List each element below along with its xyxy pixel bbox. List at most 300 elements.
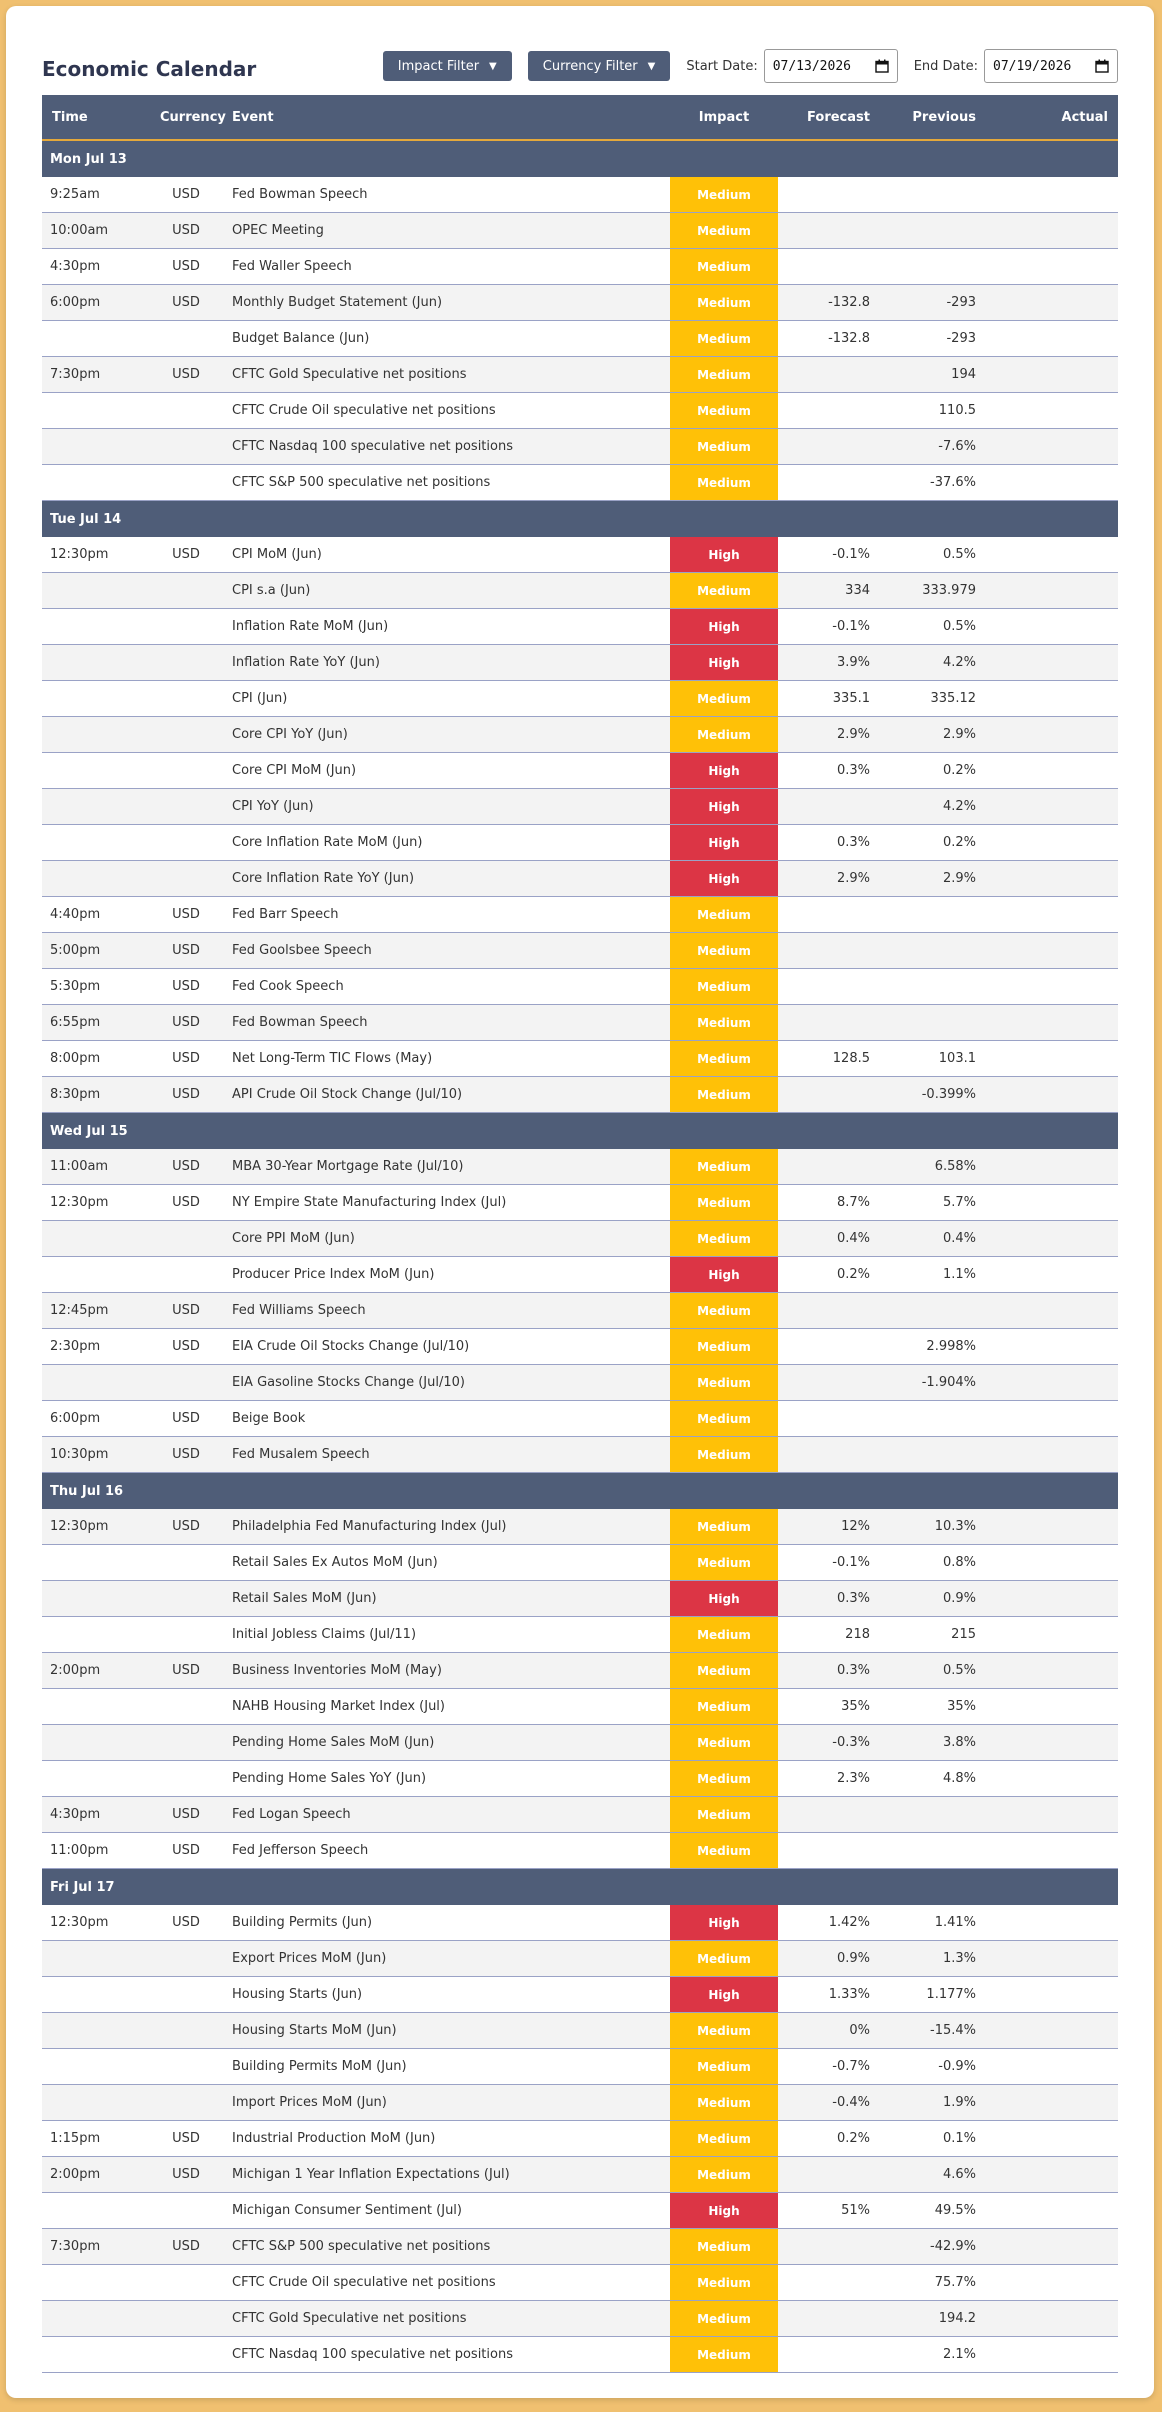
actual-value	[986, 537, 1118, 573]
event-time: 4:40pm	[42, 897, 150, 933]
table-row[interactable]	[42, 2229, 1118, 2265]
forecast-value: -0.3%	[778, 1725, 880, 1761]
forecast-value	[778, 357, 880, 393]
table-header	[42, 95, 1118, 140]
event-currency	[150, 717, 222, 753]
previous-value: 2.1%	[880, 2337, 986, 2373]
actual-value	[986, 1977, 1118, 2013]
impact-badge: Medium	[670, 177, 778, 213]
table-row[interactable]	[42, 357, 1118, 393]
event-time	[42, 609, 150, 645]
table-row[interactable]	[42, 2265, 1118, 2301]
event-currency: USD	[150, 1149, 222, 1185]
impact-badge: Medium	[670, 285, 778, 321]
actual-value	[986, 2265, 1118, 2301]
actual-value	[986, 825, 1118, 861]
event-currency: USD	[150, 897, 222, 933]
impact-badge: Medium	[670, 681, 778, 717]
table-row[interactable]	[42, 897, 1118, 933]
forecast-value: 3.9%	[778, 645, 880, 681]
table-row[interactable]	[42, 753, 1118, 789]
forecast-value: -0.1%	[778, 1545, 880, 1581]
table-row[interactable]	[42, 1185, 1118, 1221]
impact-filter-button[interactable]	[383, 51, 512, 81]
event-time	[42, 825, 150, 861]
impact-badge: Medium	[670, 1077, 778, 1113]
table-row[interactable]	[42, 1581, 1118, 1617]
event-time	[42, 321, 150, 357]
event-currency: USD	[150, 2121, 222, 2157]
impact-badge: Medium	[670, 1653, 778, 1689]
event-name: CFTC Crude Oil speculative net positions	[222, 393, 670, 429]
table-row[interactable]	[42, 1977, 1118, 2013]
actual-value	[986, 573, 1118, 609]
event-currency: USD	[150, 1653, 222, 1689]
event-time	[42, 1581, 150, 1617]
table-row[interactable]	[42, 2049, 1118, 2085]
previous-value: -0.399%	[880, 1077, 986, 1113]
impact-badge: Medium	[670, 897, 778, 933]
previous-value: 0.5%	[880, 1653, 986, 1689]
forecast-value: 0%	[778, 2013, 880, 2049]
impact-filter-label: Impact Filter	[397, 58, 480, 74]
caret-down-icon: ▼	[647, 60, 656, 72]
event-currency: USD	[150, 1293, 222, 1329]
impact-badge: High	[670, 537, 778, 573]
impact-badge: Medium	[670, 1509, 778, 1545]
event-name: CFTC Gold Speculative net positions	[222, 357, 670, 393]
actual-value	[986, 213, 1118, 249]
previous-value: 4.6%	[880, 2157, 986, 2193]
impact-badge: Medium	[670, 465, 778, 501]
table-row[interactable]	[42, 1365, 1118, 1401]
actual-value	[986, 1149, 1118, 1185]
actual-value	[986, 1329, 1118, 1365]
currency-filter-button[interactable]	[528, 51, 671, 81]
forecast-value: -0.7%	[778, 2049, 880, 2085]
forecast-value: -0.1%	[778, 537, 880, 573]
forecast-value	[778, 249, 880, 285]
table-row[interactable]	[42, 1545, 1118, 1581]
event-currency: USD	[150, 1077, 222, 1113]
table-row[interactable]	[42, 2013, 1118, 2049]
event-time: 6:00pm	[42, 1401, 150, 1437]
table-row[interactable]	[42, 1257, 1118, 1293]
event-name: CFTC Gold Speculative net positions	[222, 2301, 670, 2337]
event-time: 10:00am	[42, 213, 150, 249]
previous-value	[880, 249, 986, 285]
table-row[interactable]	[42, 1149, 1118, 1185]
forecast-value: 0.2%	[778, 1257, 880, 1293]
table-row[interactable]	[42, 609, 1118, 645]
event-name: CFTC Nasdaq 100 speculative net positions	[222, 2337, 670, 2373]
actual-value	[986, 969, 1118, 1005]
actual-value	[986, 1041, 1118, 1077]
actual-value	[986, 1401, 1118, 1437]
table-row[interactable]	[42, 789, 1118, 825]
table-row[interactable]	[42, 1401, 1118, 1437]
event-time: 5:30pm	[42, 969, 150, 1005]
event-currency	[150, 2049, 222, 2085]
forecast-value	[778, 213, 880, 249]
column-header-forecast: Forecast	[778, 95, 880, 140]
actual-value	[986, 1221, 1118, 1257]
event-currency	[150, 2265, 222, 2301]
event-currency	[150, 1941, 222, 1977]
table-row[interactable]	[42, 1005, 1118, 1041]
actual-value	[986, 681, 1118, 717]
table-row[interactable]	[42, 285, 1118, 321]
event-time	[42, 1545, 150, 1581]
previous-value	[880, 1293, 986, 1329]
event-name: API Crude Oil Stock Change (Jul/10)	[222, 1077, 670, 1113]
event-currency: USD	[150, 1041, 222, 1077]
impact-badge: Medium	[670, 1365, 778, 1401]
previous-value: 0.1%	[880, 2121, 986, 2157]
event-currency: USD	[150, 933, 222, 969]
table-row[interactable]	[42, 177, 1118, 213]
currency-filter-label: Currency Filter	[542, 58, 638, 74]
actual-value	[986, 933, 1118, 969]
event-time	[42, 1689, 150, 1725]
event-currency: USD	[150, 1905, 222, 1941]
impact-badge: Medium	[670, 357, 778, 393]
forecast-value	[778, 177, 880, 213]
calendar-icon[interactable]	[875, 59, 889, 73]
event-name: EIA Crude Oil Stocks Change (Jul/10)	[222, 1329, 670, 1365]
forecast-value: 334	[778, 573, 880, 609]
impact-badge: Medium	[670, 1149, 778, 1185]
event-name: Housing Starts (Jun)	[222, 1977, 670, 2013]
event-currency	[150, 1581, 222, 1617]
previous-value	[880, 969, 986, 1005]
previous-value: 1.3%	[880, 1941, 986, 1977]
table-row[interactable]	[42, 1329, 1118, 1365]
event-currency: USD	[150, 1185, 222, 1221]
event-name: CFTC Crude Oil speculative net positions	[222, 2265, 670, 2301]
event-time	[42, 753, 150, 789]
table-row[interactable]	[42, 2157, 1118, 2193]
forecast-value: 51%	[778, 2193, 880, 2229]
day-label: Tue Jul 14	[42, 501, 1118, 538]
event-name: Import Prices MoM (Jun)	[222, 2085, 670, 2121]
actual-value	[986, 2121, 1118, 2157]
previous-value: -1.904%	[880, 1365, 986, 1401]
previous-value: 335.12	[880, 681, 986, 717]
event-time: 4:30pm	[42, 1797, 150, 1833]
actual-value	[986, 357, 1118, 393]
forecast-value: 218	[778, 1617, 880, 1653]
previous-value: 215	[880, 1617, 986, 1653]
table-row[interactable]	[42, 213, 1118, 249]
event-currency	[150, 2193, 222, 2229]
table-row[interactable]	[42, 537, 1118, 573]
impact-badge: Medium	[670, 969, 778, 1005]
event-currency: USD	[150, 1401, 222, 1437]
table-row[interactable]	[42, 717, 1118, 753]
previous-value: -0.9%	[880, 2049, 986, 2085]
table-row[interactable]	[42, 1041, 1118, 1077]
previous-value: 103.1	[880, 1041, 986, 1077]
event-name: Producer Price Index MoM (Jun)	[222, 1257, 670, 1293]
event-time: 9:25am	[42, 177, 150, 213]
event-currency	[150, 825, 222, 861]
table-row[interactable]	[42, 1725, 1118, 1761]
event-name: Fed Musalem Speech	[222, 1437, 670, 1473]
table-row[interactable]	[42, 1941, 1118, 1977]
previous-value: 5.7%	[880, 1185, 986, 1221]
day-label: Fri Jul 17	[42, 1869, 1118, 1906]
day-header-row	[42, 1113, 1118, 1150]
table-row[interactable]	[42, 2121, 1118, 2157]
event-currency	[150, 1365, 222, 1401]
table-row[interactable]	[42, 1797, 1118, 1833]
end-date-value: 07/19/2026	[993, 58, 1072, 74]
forecast-value: -0.4%	[778, 2085, 880, 2121]
event-name: Philadelphia Fed Manufacturing Index (Jul)	[222, 1509, 670, 1545]
event-name: MBA 30-Year Mortgage Rate (Jul/10)	[222, 1149, 670, 1185]
impact-badge: Medium	[670, 1401, 778, 1437]
impact-badge: Medium	[670, 1761, 778, 1797]
event-currency: USD	[150, 969, 222, 1005]
impact-badge: Medium	[670, 2049, 778, 2085]
impact-badge: Medium	[670, 1221, 778, 1257]
event-time: 1:15pm	[42, 2121, 150, 2157]
impact-badge: High	[670, 825, 778, 861]
event-name: Export Prices MoM (Jun)	[222, 1941, 670, 1977]
impact-badge: Medium	[670, 1833, 778, 1869]
previous-value: 0.2%	[880, 825, 986, 861]
event-time: 2:30pm	[42, 1329, 150, 1365]
impact-badge: Medium	[670, 1005, 778, 1041]
forecast-value: 0.3%	[778, 1653, 880, 1689]
event-currency: USD	[150, 1437, 222, 1473]
forecast-value	[778, 2265, 880, 2301]
table-row[interactable]	[42, 573, 1118, 609]
event-currency: USD	[150, 357, 222, 393]
forecast-value: 0.4%	[778, 1221, 880, 1257]
forecast-value	[778, 2157, 880, 2193]
start-date-input[interactable]	[764, 49, 898, 83]
table-row[interactable]	[42, 1437, 1118, 1473]
event-currency	[150, 645, 222, 681]
event-time	[42, 1761, 150, 1797]
table-row[interactable]	[42, 645, 1118, 681]
impact-badge: High	[670, 753, 778, 789]
table-row[interactable]	[42, 861, 1118, 897]
actual-value	[986, 1833, 1118, 1869]
event-currency	[150, 681, 222, 717]
column-header-currency: Currency	[150, 95, 222, 140]
table-row[interactable]	[42, 2301, 1118, 2337]
impact-badge: Medium	[670, 1797, 778, 1833]
forecast-value: 0.3%	[778, 825, 880, 861]
impact-badge: High	[670, 609, 778, 645]
forecast-value: 2.3%	[778, 1761, 880, 1797]
forecast-value: -132.8	[778, 285, 880, 321]
forecast-value: 128.5	[778, 1041, 880, 1077]
event-name: Pending Home Sales YoY (Jun)	[222, 1761, 670, 1797]
previous-value: 75.7%	[880, 2265, 986, 2301]
table-row[interactable]	[42, 393, 1118, 429]
impact-badge: Medium	[670, 249, 778, 285]
forecast-value: -0.1%	[778, 609, 880, 645]
actual-value	[986, 285, 1118, 321]
forecast-value	[778, 1005, 880, 1041]
event-currency	[150, 2337, 222, 2373]
table-row[interactable]	[42, 2337, 1118, 2373]
forecast-value	[778, 789, 880, 825]
event-currency: USD	[150, 1005, 222, 1041]
previous-value	[880, 177, 986, 213]
previous-value	[880, 1833, 986, 1869]
event-name: Inflation Rate MoM (Jun)	[222, 609, 670, 645]
end-date-input[interactable]	[984, 49, 1118, 83]
forecast-value	[778, 1077, 880, 1113]
previous-value: 2.9%	[880, 861, 986, 897]
previous-value	[880, 1005, 986, 1041]
event-time	[42, 1365, 150, 1401]
table-row[interactable]	[42, 1077, 1118, 1113]
economic-calendar-table	[42, 95, 1118, 2373]
actual-value	[986, 1761, 1118, 1797]
event-name: Net Long-Term TIC Flows (May)	[222, 1041, 670, 1077]
event-name: Building Permits MoM (Jun)	[222, 2049, 670, 2085]
column-header-event: Event	[222, 95, 670, 140]
previous-value	[880, 1401, 986, 1437]
actual-value	[986, 465, 1118, 501]
event-name: Fed Jefferson Speech	[222, 1833, 670, 1869]
event-time: 12:45pm	[42, 1293, 150, 1329]
actual-value	[986, 2229, 1118, 2265]
event-currency	[150, 465, 222, 501]
forecast-value	[778, 2337, 880, 2373]
event-time: 5:00pm	[42, 933, 150, 969]
table-row[interactable]	[42, 933, 1118, 969]
previous-value: 2.9%	[880, 717, 986, 753]
event-time: 11:00pm	[42, 1833, 150, 1869]
table-row[interactable]	[42, 1617, 1118, 1653]
table-row[interactable]	[42, 1653, 1118, 1689]
event-currency	[150, 753, 222, 789]
previous-value	[880, 1797, 986, 1833]
actual-value	[986, 1077, 1118, 1113]
event-name: NY Empire State Manufacturing Index (Jul)	[222, 1185, 670, 1221]
impact-badge: Medium	[670, 1689, 778, 1725]
event-time: 2:00pm	[42, 1653, 150, 1689]
forecast-value: 0.2%	[778, 2121, 880, 2157]
calendar-icon[interactable]	[1095, 59, 1109, 73]
event-name: CPI MoM (Jun)	[222, 537, 670, 573]
actual-value	[986, 321, 1118, 357]
event-currency	[150, 1545, 222, 1581]
forecast-value: 0.3%	[778, 753, 880, 789]
table-row[interactable]	[42, 429, 1118, 465]
event-time	[42, 645, 150, 681]
previous-value: -293	[880, 321, 986, 357]
table-row[interactable]	[42, 681, 1118, 717]
day-header-row	[42, 140, 1118, 177]
column-header-actual: Actual	[986, 95, 1118, 140]
impact-badge: Medium	[670, 2265, 778, 2301]
column-header-impact: Impact	[670, 95, 778, 140]
actual-value	[986, 2013, 1118, 2049]
impact-badge: High	[670, 645, 778, 681]
start-date-value: 07/13/2026	[772, 58, 851, 74]
page-title: Economic Calendar	[42, 57, 257, 81]
event-currency: USD	[150, 537, 222, 573]
event-name: CPI YoY (Jun)	[222, 789, 670, 825]
event-currency	[150, 1761, 222, 1797]
actual-value	[986, 2193, 1118, 2229]
actual-value	[986, 2049, 1118, 2085]
table-row[interactable]	[42, 2193, 1118, 2229]
event-name: Business Inventories MoM (May)	[222, 1653, 670, 1689]
table-row[interactable]	[42, 1761, 1118, 1797]
impact-badge: Medium	[670, 2301, 778, 2337]
event-name: Monthly Budget Statement (Jun)	[222, 285, 670, 321]
event-name: Fed Logan Speech	[222, 1797, 670, 1833]
event-name: CFTC Nasdaq 100 speculative net positions	[222, 429, 670, 465]
table-row[interactable]	[42, 1509, 1118, 1545]
table-body	[42, 140, 1118, 2373]
event-name: Michigan 1 Year Inflation Expectations (Jul)	[222, 2157, 670, 2193]
event-time: 4:30pm	[42, 249, 150, 285]
previous-value: 0.4%	[880, 1221, 986, 1257]
impact-badge: Medium	[670, 1041, 778, 1077]
day-header-row	[42, 1473, 1118, 1510]
actual-value	[986, 897, 1118, 933]
table-row[interactable]	[42, 1293, 1118, 1329]
event-time	[42, 2337, 150, 2373]
impact-badge: Medium	[670, 1293, 778, 1329]
previous-value: 0.2%	[880, 753, 986, 789]
event-time	[42, 465, 150, 501]
table-row[interactable]	[42, 465, 1118, 501]
table-row[interactable]	[42, 1905, 1118, 1941]
table-row[interactable]	[42, 2085, 1118, 2121]
previous-value: -37.6%	[880, 465, 986, 501]
event-name: Core Inflation Rate MoM (Jun)	[222, 825, 670, 861]
forecast-value	[778, 2301, 880, 2337]
previous-value: 4.2%	[880, 645, 986, 681]
actual-value	[986, 249, 1118, 285]
start-date-label: Start Date:	[686, 58, 758, 74]
impact-badge: Medium	[670, 2013, 778, 2049]
table-row[interactable]	[42, 1833, 1118, 1869]
previous-value: 1.41%	[880, 1905, 986, 1941]
table-row[interactable]	[42, 969, 1118, 1005]
actual-value	[986, 2157, 1118, 2193]
forecast-value	[778, 1437, 880, 1473]
event-name: Housing Starts MoM (Jun)	[222, 2013, 670, 2049]
actual-value	[986, 1797, 1118, 1833]
table-row[interactable]	[42, 1221, 1118, 1257]
table-row[interactable]	[42, 249, 1118, 285]
event-time	[42, 717, 150, 753]
forecast-value	[778, 465, 880, 501]
previous-value: 10.3%	[880, 1509, 986, 1545]
forecast-value: 1.33%	[778, 1977, 880, 2013]
event-currency	[150, 2085, 222, 2121]
event-name: Inflation Rate YoY (Jun)	[222, 645, 670, 681]
event-currency: USD	[150, 1329, 222, 1365]
table-row[interactable]	[42, 1689, 1118, 1725]
table-row[interactable]	[42, 321, 1118, 357]
table-row[interactable]	[42, 825, 1118, 861]
previous-value: 1.177%	[880, 1977, 986, 2013]
caret-down-icon: ▼	[489, 60, 497, 72]
